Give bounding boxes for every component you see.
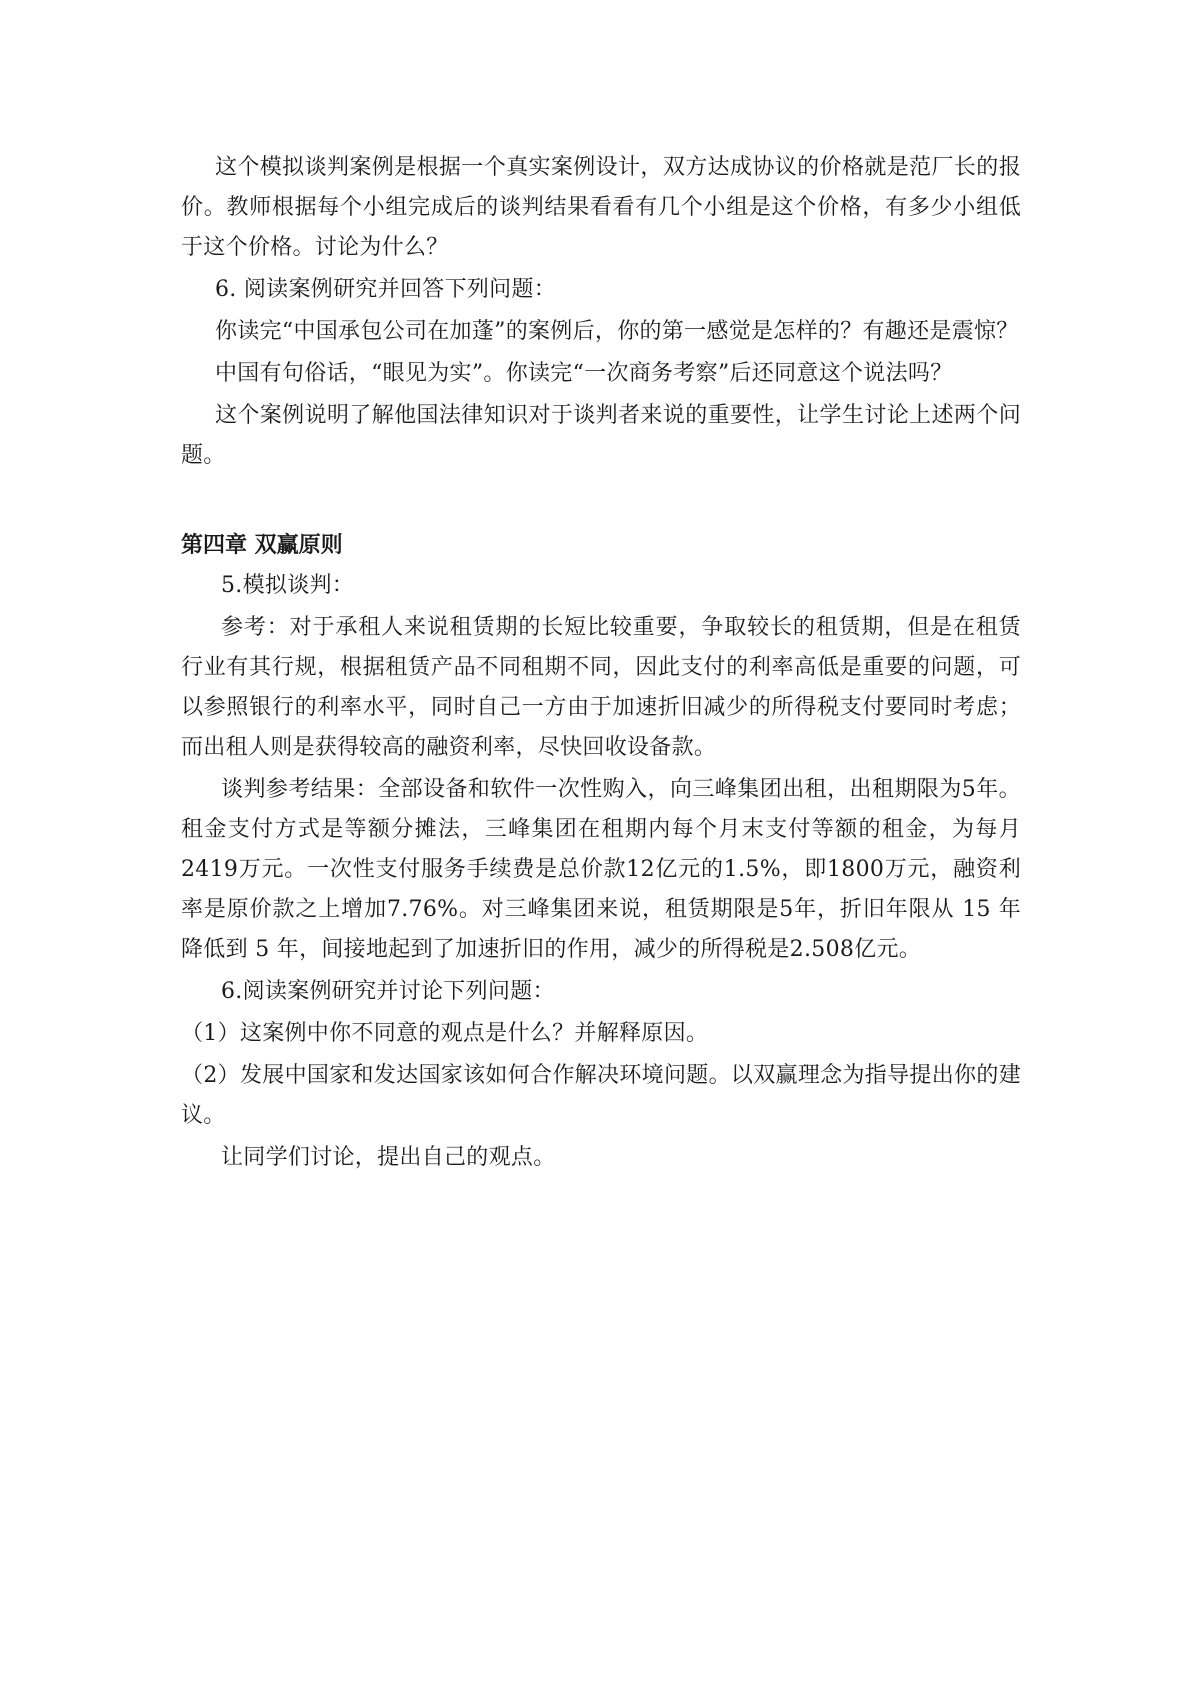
closing-instruction: 让同学们讨论，提出自己的观点。 — [221, 1145, 556, 1170]
chapter-4-title: 第四章 双赢原则 — [181, 533, 343, 558]
section-gap — [181, 478, 1021, 526]
question-gabon-case: 你读完“中国承包公司在加蓬”的案例后，你的第一感觉是怎样的？有趣还是震惊？ — [215, 319, 1019, 344]
discussion-question-1: （1）这案例中你不同意的观点是什么？并解释原因。 — [181, 1021, 709, 1046]
negotiation-result-paragraph: 谈判参考结果：全部设备和软件一次性购入，向三峰集团出租，出租期限为5年。租金支付方式是等额分摊法，三峰集团在租期内每个月末支付等额的租金，为每月2419万元。一次性支付服务手续费是总价款12亿元的1.5%，即1800万元，融资利率是原价款之上增加7.76%。对三峰集团来说，租赁期限是5年，折旧年限从 15 年降低到 5 年，间接地起到了加速折旧的作用，减少的所得税是2.508亿元。 — [181, 777, 1021, 962]
question-seeing-is-believing: 中国有句俗话，“眼见为实”。你读完“一次商务考察”后还同意这个说法吗？ — [215, 361, 953, 386]
item-5-heading: 5.模拟谈判： — [221, 573, 355, 598]
item-6-discussion-heading: 6.阅读案例研究并讨论下列问题： — [221, 979, 555, 1004]
discussion-question-2: （2）发展中国家和发达国家该如何合作解决环境问题。以双赢理念为指导提出你的建议。 — [181, 1063, 1021, 1128]
reference-paragraph: 参考：对于承租人来说租赁期的长短比较重要，争取较长的租赁期，但是在租赁行业有其行规，根据租赁产品不同租期不同，因此支付的利率高低是重要的问题，可以参照银行的利率水平，同时自己一方由于加速折旧减少的所得税支付要同时考虑；而出租人则是获得较高的融资利率，尽快回收设备款。 — [181, 615, 1021, 760]
simulation-case-paragraph: 这个模拟谈判案例是根据一个真实案例设计，双方达成协议的价格就是范厂长的报价。教师根据每个小组完成后的谈判结果看看有几个小组是这个价格，有多少小组低于这个价格。讨论为什么？ — [181, 155, 1021, 260]
law-knowledge-conclusion: 这个案例说明了解他国法律知识对于谈判者来说的重要性，让学生讨论上述两个问题。 — [181, 403, 1021, 468]
page-content — [181, 148, 1021, 1180]
item-6-heading: 6. 阅读案例研究并回答下列问题： — [215, 277, 557, 302]
